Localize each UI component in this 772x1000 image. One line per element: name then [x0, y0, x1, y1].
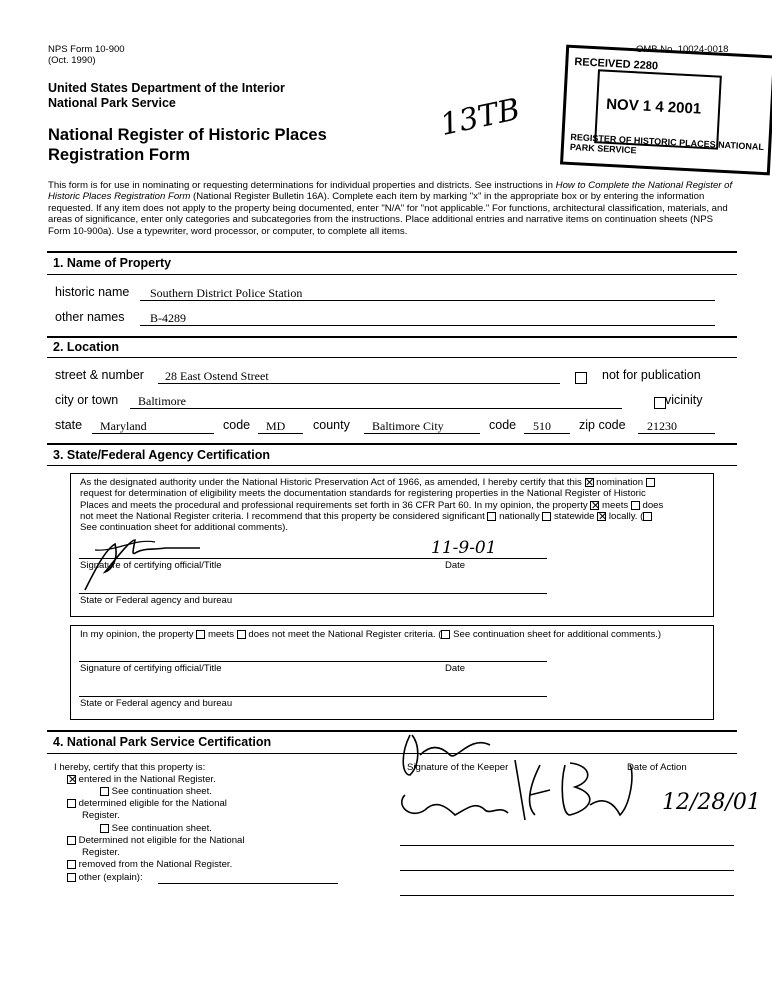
cert-line-2: request for determination of eligibility meets the documentation standards for registering properties in the National Register of Historic: [80, 488, 646, 500]
opinion-line: [80, 629, 710, 640]
option-eligible: [67, 798, 227, 810]
not-for-publication-checkbox[interactable]: [575, 372, 587, 384]
signature-date: 11-9-01: [431, 538, 497, 558]
continuation-checkbox[interactable]: [441, 630, 450, 639]
historic-name-value[interactable]: Southern District Police Station: [150, 286, 303, 300]
entered-checkbox[interactable]: [67, 775, 76, 784]
handwritten-note: 13TB: [437, 92, 523, 143]
other-names-label: other names: [55, 310, 125, 324]
does-not-meet-checkbox[interactable]: [237, 630, 246, 639]
option-label: Determined not eligible for the National: [78, 835, 245, 846]
meets-label: meets: [207, 629, 235, 640]
other-checkbox[interactable]: [67, 873, 76, 882]
date-label: Date: [445, 663, 466, 674]
does-not-meet-checkbox[interactable]: [631, 501, 640, 510]
city-label: city or town: [55, 393, 119, 407]
rule: [47, 274, 737, 275]
field-line: [79, 696, 547, 697]
keeper-signature: [390, 715, 650, 835]
option-label: determined eligible for the National: [78, 798, 227, 809]
signature-label: Signature of certifying official/Title: [80, 663, 222, 674]
nps-intro: I hereby, certify that this property is:: [54, 762, 206, 773]
option-eligible-sub: [100, 823, 212, 835]
rule: [47, 251, 737, 253]
form-date: (Oct. 1990): [48, 55, 96, 66]
date-label: Date: [445, 560, 466, 571]
county-code-label: code: [489, 418, 517, 432]
field-line: [130, 408, 622, 409]
field-line: [400, 895, 734, 896]
option-label: Register.: [82, 847, 120, 858]
cert-line-1: [80, 477, 710, 488]
section2-heading: 2. Location: [53, 340, 119, 354]
removed-checkbox[interactable]: [67, 860, 76, 869]
department: United States Department of the Interior: [48, 81, 285, 95]
state-code-label: code: [223, 418, 251, 432]
street-label: street & number: [55, 368, 144, 382]
field-line: [524, 433, 570, 434]
continuation-label: See continuation sheet for additional comments.): [453, 629, 662, 640]
page-title: National Register of Historic Places: [48, 126, 327, 144]
state-label: state: [55, 418, 83, 432]
option-label: removed from the National Register.: [78, 859, 233, 870]
meets-checkbox[interactable]: [196, 630, 205, 639]
rule: [47, 336, 737, 338]
nationally-label: nationally: [499, 510, 540, 522]
stamp-received: RECEIVED 2280: [574, 56, 659, 73]
rule: [47, 465, 737, 466]
field-line: [400, 870, 734, 871]
nomination-label: nomination: [596, 477, 644, 488]
city-value[interactable]: Baltimore: [138, 394, 186, 408]
option-label: Register.: [82, 810, 120, 821]
not-eligible-checkbox[interactable]: [67, 836, 76, 845]
intro-part1: This form is for use in nominating or requesting determinations for individual properties and districts. See instructions in: [48, 180, 556, 191]
statewide-checkbox[interactable]: [542, 512, 551, 521]
state-certification-box: [70, 473, 714, 617]
cert-line-4: [80, 511, 710, 522]
option-other: [67, 872, 143, 884]
option-removed: [67, 859, 232, 871]
does-label: does: [642, 499, 664, 511]
vicinity-label: vicinity: [665, 393, 703, 407]
stamp-footer: REGISTER OF HISTORIC PLACES NATIONAL PARK SERVICE: [569, 131, 764, 156]
rule: [47, 443, 737, 445]
intro-italic: How to Complete the National Register of Historic Places Registration Form: [48, 180, 733, 203]
county-label: county: [313, 418, 350, 432]
section1-heading: 1. Name of Property: [53, 256, 172, 270]
state-code-value[interactable]: MD: [266, 419, 286, 433]
field-line: [140, 300, 715, 301]
cert-line-3: [80, 500, 710, 511]
continuation-checkbox[interactable]: [100, 787, 109, 796]
option-label: other (explain):: [78, 872, 143, 883]
eligible-checkbox[interactable]: [67, 799, 76, 808]
field-line: [79, 558, 547, 559]
field-line: [258, 433, 303, 434]
received-stamp: [560, 45, 772, 176]
zip-value[interactable]: 21230: [647, 419, 677, 433]
request-checkbox[interactable]: [646, 478, 655, 487]
cert-line-5: See continuation sheet for additional comments).: [80, 522, 288, 534]
cert-text: Places and meets the procedural and professional requirements set forth in 36 CFR Part 60. In my opinion, the property: [80, 499, 588, 511]
agency-label: State or Federal agency and bureau: [80, 595, 233, 606]
continuation-checkbox[interactable]: [643, 512, 652, 521]
section3-heading: 3. State/Federal Agency Certification: [53, 448, 270, 462]
cert-text: not meet the National Register criteria. I recommend that this property be considered significant: [80, 510, 485, 522]
field-line: [364, 433, 480, 434]
agency-label: State or Federal agency and bureau: [80, 698, 233, 709]
field-line: [158, 383, 560, 384]
historic-name-label: historic name: [55, 285, 130, 299]
statewide-label: statewide: [553, 510, 595, 522]
omb-number: OMB No. 10024-0018: [636, 44, 729, 55]
continuation-checkbox[interactable]: [100, 824, 109, 833]
option-entered-sub: [100, 786, 212, 798]
intro-text: [48, 180, 738, 237]
nomination-checkbox[interactable]: [585, 478, 594, 487]
locally-checkbox[interactable]: [597, 512, 606, 521]
action-date-label: Date of Action: [627, 762, 687, 773]
signature-label: Signature of certifying official/Title: [80, 560, 222, 571]
option-label: See continuation sheet.: [111, 823, 212, 834]
service: National Park Service: [48, 96, 176, 110]
locally-label: locally. (: [608, 510, 644, 522]
state-value[interactable]: Maryland: [100, 419, 147, 433]
cert-text: As the designated authority under the National Historic Preservation Act of 1966, as amended, I hereby certify that this: [80, 477, 582, 488]
not-for-publication-label: not for publication: [602, 368, 701, 382]
field-line: [79, 661, 547, 662]
form-number: NPS Form 10-900: [48, 44, 125, 55]
county-value[interactable]: Baltimore City: [372, 419, 444, 433]
stamp-date: NOV 1 4 2001: [605, 95, 702, 118]
option-entered: [67, 774, 216, 786]
meets-checkbox[interactable]: [590, 501, 599, 510]
option-label: See continuation sheet.: [111, 786, 212, 797]
field-line: [638, 433, 715, 434]
zip-label: zip code: [579, 418, 626, 432]
other-names-value[interactable]: B-4289: [150, 311, 186, 325]
does-not-meet-label: does not meet the National Register criteria. (: [248, 629, 442, 640]
page-subtitle: Registration Form: [48, 146, 191, 164]
nationally-checkbox[interactable]: [487, 512, 496, 521]
field-line: [79, 593, 547, 594]
other-explain-line[interactable]: [158, 883, 338, 884]
county-code-value[interactable]: 510: [533, 419, 551, 433]
field-line: [140, 325, 715, 326]
option-not-eligible: [67, 835, 245, 847]
meets-label: meets: [602, 499, 629, 511]
street-value[interactable]: 28 East Ostend Street: [165, 369, 269, 383]
field-line: [92, 433, 214, 434]
option-label: entered in the National Register.: [78, 774, 216, 785]
keeper-date: 12/28/01: [662, 790, 761, 815]
section4-heading: 4. National Park Service Certification: [53, 735, 272, 749]
opinion-box: [70, 625, 714, 720]
rule: [47, 357, 737, 358]
certification-statement: [80, 477, 710, 533]
field-line: [400, 845, 734, 846]
keeper-label: Signature of the Keeper: [407, 762, 509, 773]
intro-part2: (National Register Bulletin 16A). Complete each item by marking "x" in the appropriate box or by entering the information requested. If any item does not apply to the property being documented, enter "N/A" for "not applicable." For functions, architectural classification, materials, and areas of significance, enter only categories and subcategories from the instructions. Place additional entries and narrative items on continuation sheets (NPS Form 10-900a). Use a typewriter, word processor, or computer, to complete all items.: [48, 191, 728, 237]
opinion-text: In my opinion, the property: [80, 629, 194, 640]
